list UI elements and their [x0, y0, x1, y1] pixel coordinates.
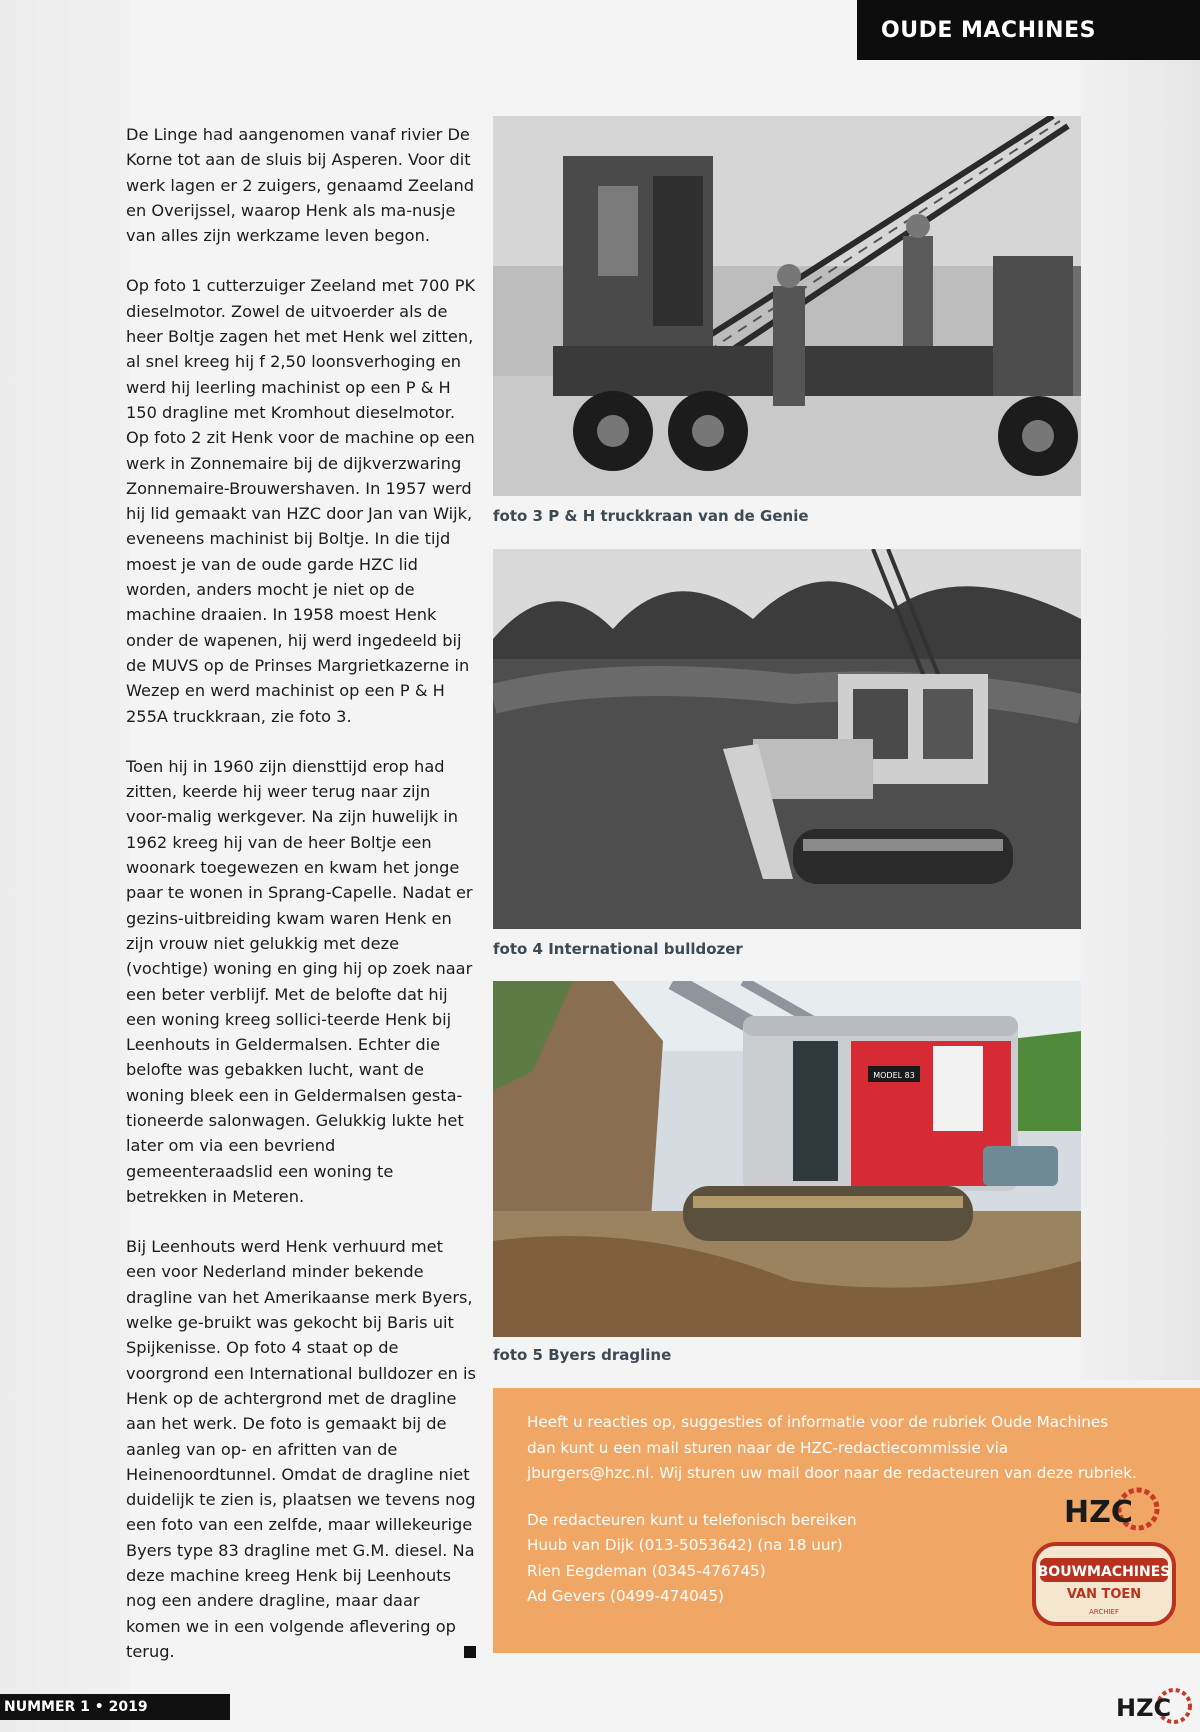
- section-header: [857, 0, 1200, 60]
- info-text: Heeft u reacties op, suggesties of informatie voor de rubriek Oude Machines dan kunt u een mail sturen naar de HZC-redactiecommissie via jburgers@hzc.nl. Wij sturen uw mail door naar de redacteuren van deze rubriek.: [527, 1413, 1137, 1482]
- article-paragraph-text: Bij Leenhouts werd Henk verhuurd met een voor Nederland minder bekende dragline van het Amerikaanse merk Byers, welke ge-bruikt was gekocht bij Baris uit Spijkenisse. Op foto 4 staat op de voorgrond een International bulldozer en is Henk op de achtergrond met de dragline aan het werk. De foto is gemaakt bij de aanleg van op- en afritten van de Heinenoordtunnel. Omdat de dragline niet duidelijk te zien is, plaatsen we tevens nog een foto van een zelfde, maar willekeurige Byers type 83 dragline met G.M. diesel. Na deze machine kreeg Henk bij Leenhouts nog een andere dragline, maar daar komen we in een volgende aflevering op terug.: [126, 1237, 476, 1661]
- photo-caption: foto 3 P & H truckkraan van de Genie: [493, 507, 809, 525]
- photo-caption: foto 4 International bulldozer: [493, 940, 743, 958]
- issue-footer: [0, 1694, 230, 1720]
- hzc-logo-text: HZC: [1064, 1495, 1133, 1530]
- photo-caption: foto 5 Byers dragline: [493, 1346, 672, 1364]
- hzc-logo: [1060, 1485, 1160, 1535]
- badge-line-3: ARCHIEF: [1089, 1608, 1119, 1616]
- contact-line: Huub van Dijk (013-5053642) (na 18 uur): [527, 1536, 843, 1554]
- article-paragraph: Op foto 2 zit Henk voor de machine op een werk in Zonnemaire bij de dijkverzwaring Zonnemaire-Brouwershaven. In 1957 werd hij lid gemaakt van HZC door Jan van Wijk, eveneens machinist bij Boltje. In die tijd moest je van de oude garde HZC lid worden, anders mocht je niet op de machine draaien. In 1958 moest Henk onder de wapenen, hij werd ingedeeld bij de MUVS op de Prinses Margrietkazerne in Wezep en werd machinist op een P & H 255A truckkraan, zie foto 3.: [126, 428, 475, 726]
- badge-line-2: VAN TOEN: [1066, 1587, 1142, 1602]
- contact-line: Ad Gevers (0499-474045): [527, 1587, 724, 1605]
- article-paragraph: Toen hij in 1960 zijn diensttijd erop had zitten, keerde hij weer terug naar zijn voor-malig werkgever. Na zijn huwelijk in 1962 kreeg hij van de heer Boltje een woonark toegewezen en kwam het jonge paar te wonen in Sprang-Capelle. Nadat er gezins-uitbreiding kwam waren Henk en zijn vrouw niet gelukkig met deze (vochtige) woning en ging hij op zoek naar een beter verblijf. Met de belofte dat hij een woning kreeg sollici-teerde Henk bij Leenhouts in Geldermalsen. Echter die belofte was gebakken lucht, want de woning bleek een in Geldermalsen gesta-tioneerde salonwagen. Gelukkig lukte het later om via een bevriend gemeenteraadslid een woning te betrekken in Meteren.: [126, 756, 473, 1206]
- contact-line: Rien Eegdeman (0345-476745): [527, 1561, 766, 1580]
- issue-number: NUMMER 1 • 2019: [4, 1699, 148, 1715]
- article-body: [126, 122, 476, 1689]
- section-title: OUDE MACHINES: [881, 17, 1096, 43]
- bleed-through-left: [0, 0, 130, 1732]
- cab-label: MODEL 83: [873, 1071, 915, 1080]
- footer-hzc-logo: [1114, 1684, 1192, 1728]
- article-paragraph: De Linge had aangenomen vanaf rivier De Korne tot aan de sluis bij Asperen. Voor dit werk lagen er 2 zuigers, genaamd Zeeland en Overijssel, waarop Henk als ma-nusje van alles zijn werkzame leven begon.: [126, 125, 474, 246]
- footer-logo-text: HZC: [1116, 1694, 1172, 1722]
- contacts-intro: De redacteuren kunt u telefonisch bereiken: [527, 1510, 857, 1529]
- photo-truck-crane: [493, 116, 1081, 496]
- bleed-through-right: [1080, 60, 1200, 1380]
- photo-bulldozer: [493, 549, 1081, 929]
- article-paragraph: Op foto 1 cutterzuiger Zeeland met 700 PK dieselmotor. Zowel de uitvoerder als de heer Boltje zagen het met Henk wel zitten, al snel kreeg hij f 2,50 loonsverhoging en werd hij leerling machinist op een P & H 150 dragline met Kromhout dieselmotor.: [126, 276, 476, 422]
- badge-line-1: BOUWMACHINES: [1037, 1564, 1171, 1580]
- bouwmachines-van-toen-logo: [1030, 1538, 1178, 1630]
- photo-dragline: [493, 981, 1081, 1337]
- end-of-article-mark: [464, 1646, 476, 1658]
- article-paragraph: [126, 1234, 476, 1664]
